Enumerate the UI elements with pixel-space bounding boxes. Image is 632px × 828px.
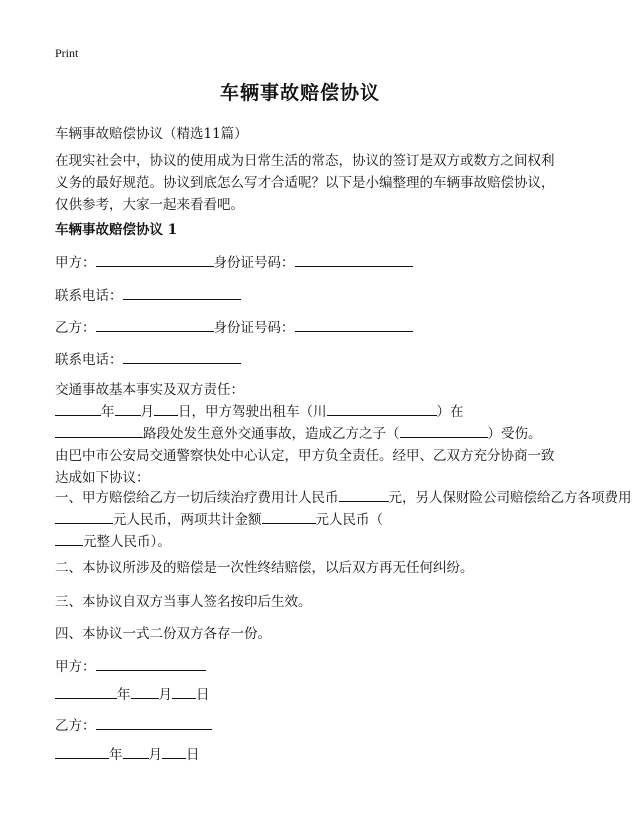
party-a-phone-row [55,284,241,304]
injured-text: ）受伤。 [487,426,542,442]
facts-day-blank[interactable] [154,401,178,416]
clause-1-c: 元人民币，两项共计金额 [113,512,262,528]
date-day: 日 [196,687,210,703]
date-year: 年 [109,747,123,763]
facts-rest: 由巴中市公安局交通警察快处中心认定，甲方负全责任。经甲、乙双方充分协商一致达成如下协议： [55,448,555,486]
facts-month-blank[interactable] [115,401,141,416]
facts-label: 交通事故基本事实及双方责任： [55,382,244,398]
clause-2: 二、本协议所涉及的赔偿是一次性终结赔偿，以后双方再无任何纠纷。 [55,560,474,576]
plate-blank[interactable] [327,401,437,416]
sign-a-label: 甲方： [55,659,96,675]
party-a-phone-blank[interactable] [123,285,241,300]
phone-label: 联系电话： [55,288,123,304]
date-month: 月 [148,747,162,763]
sign-b-month-blank[interactable] [123,744,149,759]
party-a-id-blank[interactable] [295,252,413,267]
facts-year-blank[interactable] [55,401,101,416]
page-title: 车辆事故赔偿协议 [219,82,380,104]
party-b-id-blank[interactable] [295,317,413,332]
party-b-row [55,316,413,336]
clause-1-a: 一、甲方赔偿给乙方一切后续治疗费用计人民币 [55,490,339,506]
day-text: 日，甲方驾驶出租车（川 [178,404,327,420]
sign-a-row [55,655,206,675]
year-text: 年 [101,404,115,420]
clause-1-amount-1[interactable] [339,487,389,502]
party-b-phone-blank[interactable] [123,349,241,364]
sign-b-year-blank[interactable] [55,744,109,759]
month-text: 月 [140,404,154,420]
date-day: 日 [186,747,200,763]
date-month: 月 [158,687,172,703]
sign-a-month-blank[interactable] [131,684,159,699]
at-text: ）在 [436,404,464,420]
intro-paragraph: 在现实社会中，协议的使用成为日常生活的常态，协议的签订是双方或数方之间权利义务的最好规范。协议到底怎么写才合适呢？以下是小编整理的车辆事故赔偿协议，仅供参考，大家一起来看看吧。 [55,153,555,213]
sign-b-day-blank[interactable] [162,744,186,759]
sign-a-year-blank[interactable] [55,684,117,699]
sign-a-blank[interactable] [96,656,206,671]
clause-1-amount-4[interactable] [55,531,83,546]
clause-4: 四、本协议一式二份双方各存一份。 [55,626,271,642]
phone-label: 联系电话： [55,352,123,368]
sign-a-date-row [55,683,210,703]
clause-3: 三、本协议自双方当事人签名按印后生效。 [55,594,312,610]
clause-1-amount-3[interactable] [262,509,316,524]
clause-1 [55,487,632,553]
subtitle: 车辆事故赔偿协议（精选11篇） [55,126,248,142]
party-a-label: 甲方： [55,255,96,271]
clause-1-d: 元人民币（ [315,512,383,528]
sign-b-row [55,714,212,734]
clause-1-amount-2[interactable] [55,509,113,524]
id-label: 身份证号码： [213,255,295,271]
sign-b-blank[interactable] [96,715,212,730]
sign-b-date-row [55,743,200,763]
party-b-blank[interactable] [96,317,214,332]
party-b-phone-row [55,348,241,368]
injured-name-blank[interactable] [400,423,488,438]
party-a-row [55,251,413,271]
clause-1-b: 元，另人保财险公司赔偿给乙方各项费用 [388,490,632,506]
party-a-blank[interactable] [96,252,214,267]
id-label: 身份证号码： [213,320,295,336]
clause-1-e: 元整人民币）。 [83,534,171,550]
sign-b-label: 乙方： [55,718,96,734]
section-heading: 车辆事故赔偿协议 1 [55,222,178,238]
road-blank[interactable] [55,423,143,438]
road-text: 路段处发生意外交通事故，造成乙方之子（ [143,426,400,442]
facts-paragraph [55,401,555,489]
party-b-label: 乙方： [55,320,96,336]
date-year: 年 [117,687,131,703]
sign-a-day-blank[interactable] [172,684,196,699]
print-link[interactable]: Print [55,46,79,60]
